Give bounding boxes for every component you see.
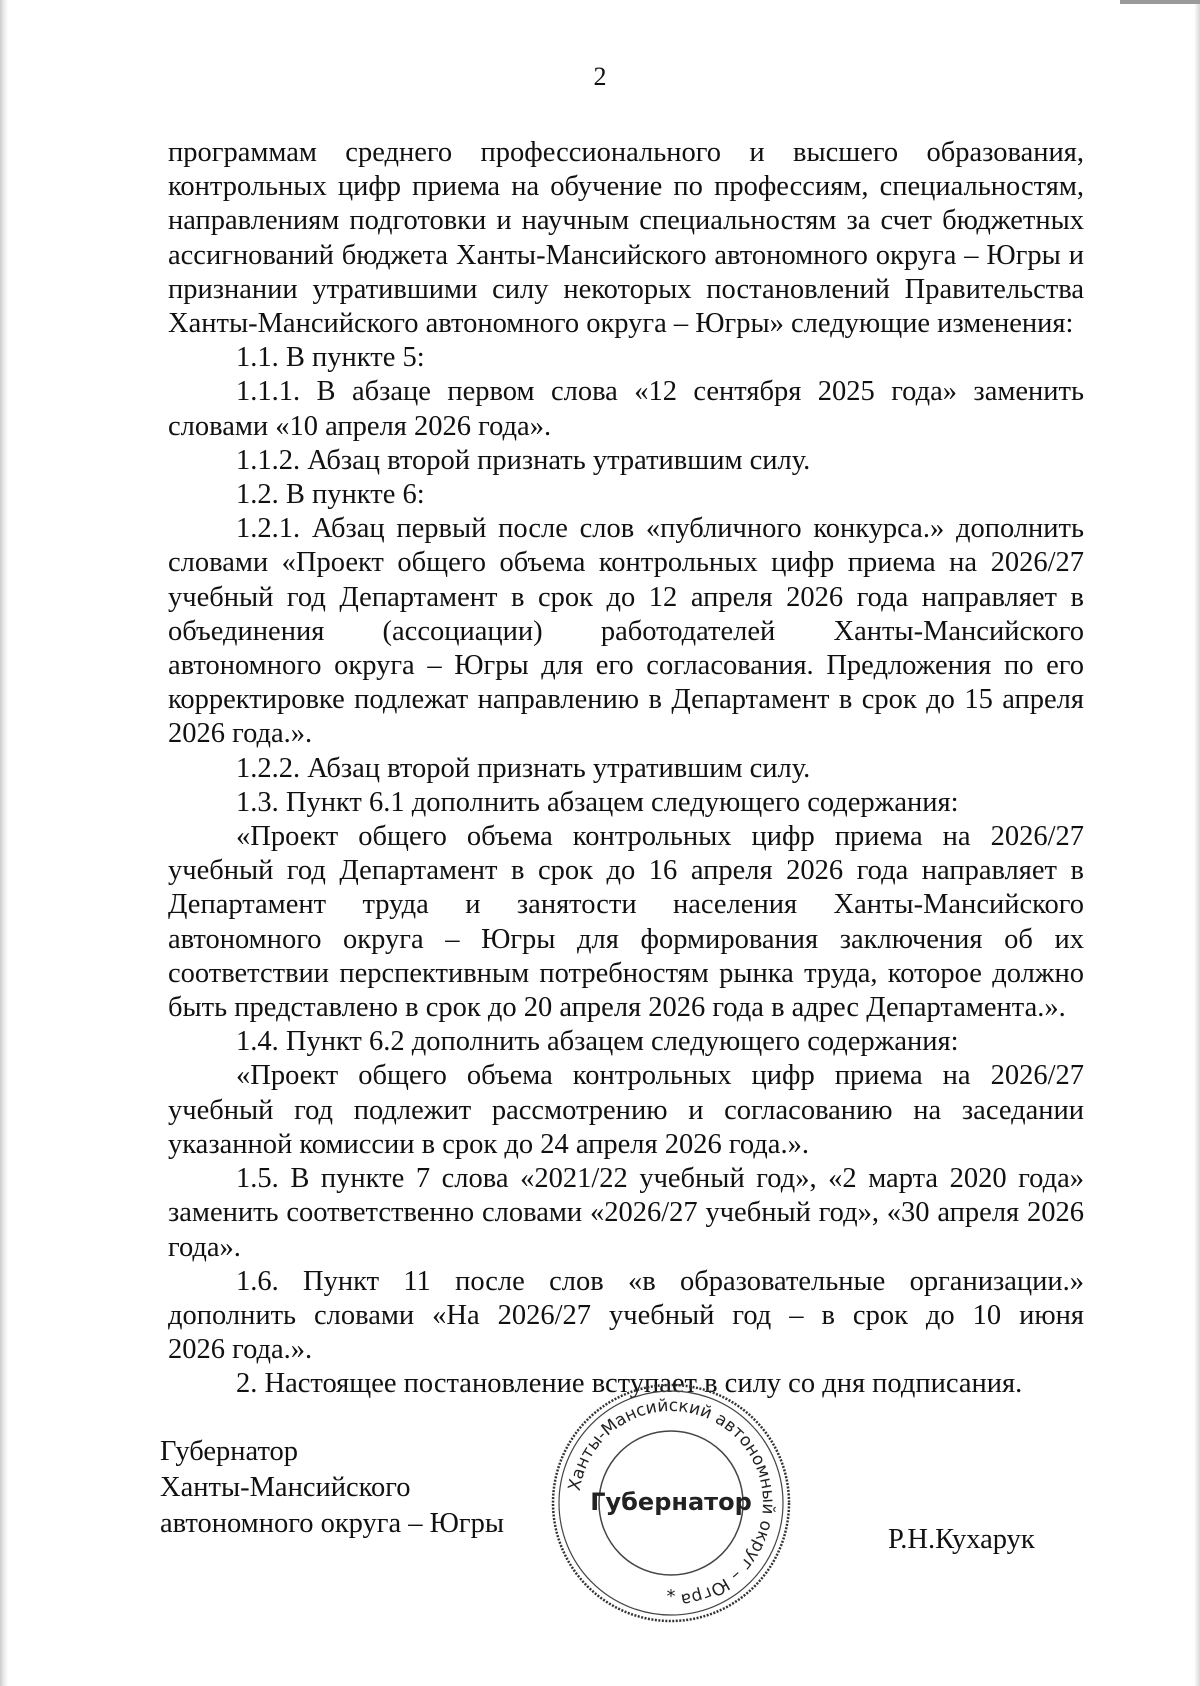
text-line: «Проект общего объема контрольных цифр приема на 2026/27	[236, 821, 1084, 853]
paragraph	[168, 820, 1084, 1025]
text-line: учебный год подлежит рассмотрению и согласованию на заседании	[168, 1094, 1084, 1126]
scan-edge-left	[0, 0, 8, 1686]
text-line: 2. Настоящее постановление вступает в силу со дня подписания.	[236, 1368, 1023, 1400]
paragraph	[168, 1025, 1084, 1059]
text-line: 2026 года.».	[168, 718, 313, 750]
signer-title-line1: Губернатор	[160, 1436, 299, 1467]
text-line: заменить соответственно словами «2026/27 учебный год», «30 апреля 2026	[168, 1197, 1084, 1229]
scan-edge-top	[1120, 0, 1200, 4]
text-line: 1.1.2. Абзац второй признать утратившим силу.	[236, 444, 811, 476]
text-line: автономного округа – Югры для его согласования. Предложения по его	[168, 650, 1084, 682]
paragraph	[168, 444, 1084, 478]
text-line: словами «Проект общего объема контрольных цифр приема на 2026/27	[168, 547, 1084, 579]
paragraph	[168, 786, 1084, 820]
text-line: «Проект общего объема контрольных цифр приема на 2026/27	[236, 1060, 1084, 1092]
scan-edge-right	[1194, 0, 1200, 1686]
paragraph	[168, 1265, 1084, 1368]
text-line: признании утратившими силу некоторых постановлений Правительства	[168, 273, 1084, 305]
seal-star: *	[666, 1586, 676, 1607]
paragraph	[168, 1059, 1084, 1162]
text-line: словами «10 апреля 2026 года».	[168, 410, 552, 442]
text-line: быть представлено в срок до 20 апреля 2026 года в адрес Департамента.».	[168, 992, 1066, 1024]
text-line: года».	[168, 1231, 241, 1263]
governor-seal	[546, 1378, 796, 1628]
paragraph	[168, 752, 1084, 786]
text-line: указанной комиссии в срок до 24 апреля 2026 года.».	[168, 1128, 809, 1160]
text-line: ассигнований бюджета Ханты-Мансийского автономного округа – Югры и	[168, 239, 1084, 271]
text-line: объединения (ассоциации) работодателей Ханты-Мансийского	[168, 615, 1084, 647]
signer-title-line3: автономного округа – Югры	[160, 1508, 505, 1539]
paragraph	[168, 375, 1084, 443]
text-line: 1.3. Пункт 6.1 дополнить абзацем следующего содержания:	[236, 786, 959, 818]
text-line: 1.4. Пункт 6.2 дополнить абзацем следующего содержания:	[236, 1026, 959, 1058]
text-line: контрольных цифр приема на обучение по профессиям, специальностям,	[168, 171, 1084, 203]
paragraph	[168, 136, 1084, 341]
seal-ring-text: Ханты-Мансийский автономный округ – Югра	[564, 1395, 779, 1610]
text-line: 1.2.2. Абзац второй признать утратившим силу.	[236, 752, 811, 784]
paragraph	[168, 478, 1084, 512]
text-line: программам среднего профессионального и высшего образования,	[168, 137, 1084, 168]
seal-center-text: Губернатор	[590, 1488, 752, 1516]
text-line: направлениям подготовки и научным специальностям за счет бюджетных	[168, 205, 1084, 237]
text-line: учебный год Департамент в срок до 16 апреля 2026 года направляет в	[168, 855, 1084, 887]
text-line: 1.1.1. В абзаце первом слова «12 сентября 2025 года» заменить	[236, 376, 1084, 408]
paragraph	[168, 341, 1084, 375]
text-line: 1.5. В пункте 7 слова «2021/22 учебный год», «2 марта 2020 года»	[236, 1163, 1084, 1195]
text-line: Ханты-Мансийского автономного округа – Югры» следующие изменения:	[168, 308, 1074, 340]
paragraph	[168, 512, 1084, 751]
text-line: 1.2. В пункте 6:	[236, 479, 425, 511]
signer-block	[160, 1434, 504, 1542]
paragraph	[168, 1162, 1084, 1265]
text-line: 1.6. Пункт 11 после слов «в образовательные организации.»	[236, 1265, 1084, 1297]
text-line: корректировке подлежат направлению в Департамент в срок до 15 апреля	[168, 684, 1084, 716]
text-line: 2026 года.».	[168, 1334, 313, 1366]
signer-title-line2: Ханты-Мансийского	[160, 1472, 411, 1503]
text-line: Департамент труда и занятости населения Ханты-Мансийского	[168, 889, 1084, 921]
text-line: автономного округа – Югры для формирования заключения об их	[168, 923, 1084, 955]
page-number: 2	[593, 62, 607, 91]
signer-name: Р.Н.Кухарук	[888, 1524, 1035, 1555]
document-body	[168, 136, 1084, 1402]
text-line: дополнить словами «На 2026/27 учебный год – в срок до 10 июня	[168, 1299, 1084, 1331]
text-line: 1.2.1. Абзац первый после слов «публичного конкурса.» дополнить	[236, 513, 1084, 545]
text-line: 1.1. В пункте 5:	[236, 342, 425, 374]
text-line: учебный год Департамент в срок до 12 апреля 2026 года направляет в	[168, 581, 1084, 613]
text-line: соответствии перспективным потребностям рынка труда, которое должно	[168, 957, 1084, 989]
